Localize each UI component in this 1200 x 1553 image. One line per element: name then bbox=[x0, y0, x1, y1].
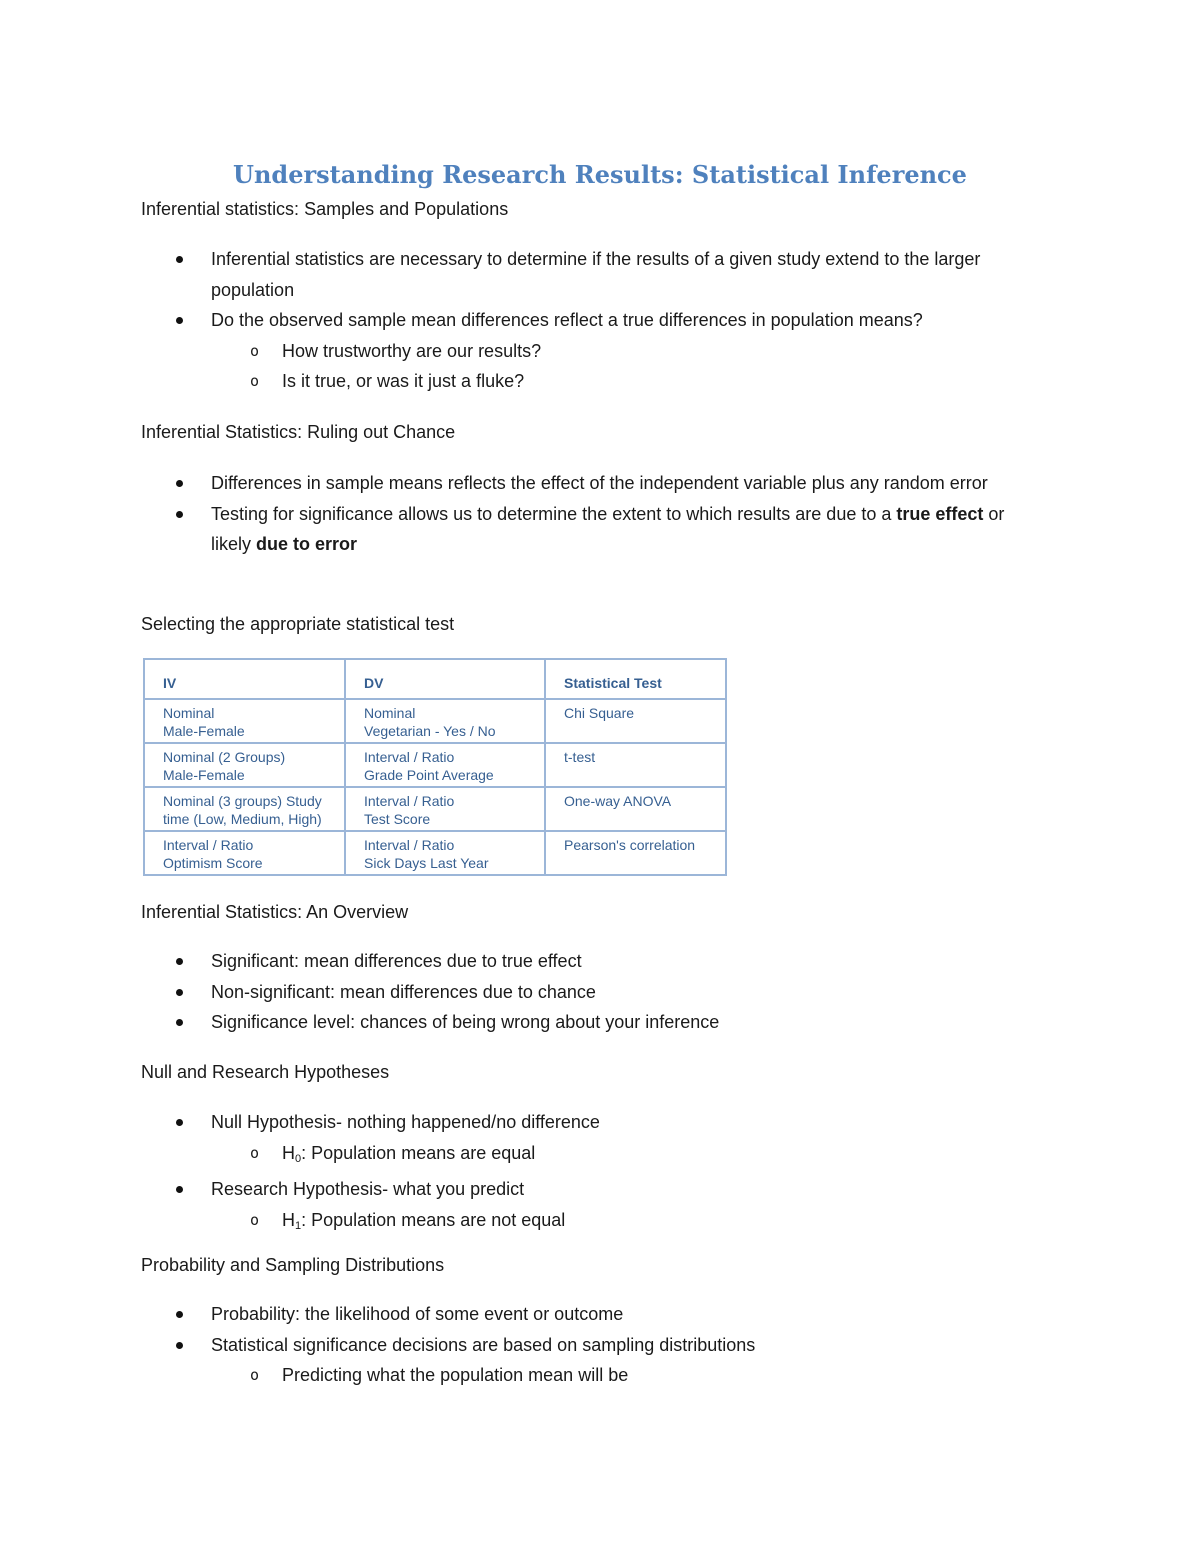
sub-list-item: o How trustworthy are our results? bbox=[0, 336, 1200, 367]
list-item: Differences in sample means reflects the effect of the independent variable plus any random error bbox=[0, 468, 1200, 499]
list-item: Research Hypothesis- what you predict o $H_1$: Population means are not equal bbox=[0, 1174, 1200, 1241]
sub-list-item: o $H_1$: Population means are not equal bbox=[0, 1205, 1200, 1242]
column-header: Statistical Test bbox=[545, 659, 726, 699]
sub-list-item: o Predicting what the population mean will be bbox=[0, 1360, 1200, 1391]
table-row bbox=[144, 699, 726, 743]
list-item: Probability: the likelihood of some event or outcome bbox=[0, 1299, 1200, 1330]
sub-list bbox=[211, 1360, 1200, 1391]
sub-list bbox=[211, 1138, 1200, 1175]
list-item: Inferential statistics are necessary to determine if the results of a given study extend to the larger population bbox=[0, 244, 1200, 305]
statistical-test-table bbox=[143, 658, 727, 876]
table-cell: Interval / Ratio Grade Point Average bbox=[345, 743, 545, 787]
table-cell: Interval / Ratio Sick Days Last Year bbox=[345, 831, 545, 875]
sub-list bbox=[211, 1205, 1200, 1242]
table-cell: Nominal (2 Groups) Male-Female bbox=[144, 743, 345, 787]
bullet-list bbox=[0, 244, 1200, 397]
bullet-list bbox=[0, 946, 1200, 1038]
table-cell: Nominal Vegetarian - Yes / No bbox=[345, 699, 545, 743]
list-item: Do the observed sample mean differences reflect a true differences in population means? o How trustworthy are our results? o Is it true, or was it just a fluke? bbox=[0, 305, 1200, 397]
list-item: Null Hypothesis- nothing happened/no difference o $H_0$: Population means are equal bbox=[0, 1107, 1200, 1174]
section-heading: Inferential Statistics: An Overview bbox=[141, 902, 409, 922]
list-item: Non-significant: mean differences due to chance bbox=[0, 977, 1200, 1008]
bullet-list bbox=[0, 1107, 1200, 1241]
list-item: Significance level: chances of being wrong about your inference bbox=[0, 1007, 1200, 1038]
section-heading: Selecting the appropriate statistical test bbox=[141, 614, 455, 634]
section-heading: Null and Research Hypotheses bbox=[141, 1062, 390, 1082]
table-row bbox=[144, 831, 726, 875]
column-header: DV bbox=[345, 659, 545, 699]
bullet-list bbox=[0, 1299, 1200, 1391]
column-header: IV bbox=[144, 659, 345, 699]
sub-list-item: o $H_0$: Population means are equal bbox=[0, 1138, 1200, 1175]
table-row bbox=[144, 743, 726, 787]
table-row bbox=[144, 787, 726, 831]
table-cell: One-way ANOVA bbox=[545, 787, 726, 831]
sub-list-item: o Is it true, or was it just a fluke? bbox=[0, 366, 1200, 397]
table-cell: Interval / Ratio Optimism Score bbox=[144, 831, 345, 875]
section-heading: Inferential Statistics: Ruling out Chance bbox=[141, 422, 456, 442]
table-cell: t-test bbox=[545, 743, 726, 787]
section-heading: Probability and Sampling Distributions bbox=[141, 1255, 445, 1275]
table-cell: Nominal (3 groups) Study time (Low, Medium, High) bbox=[144, 787, 345, 831]
list-item: Significant: mean differences due to true effect bbox=[0, 946, 1200, 977]
bullet-list bbox=[0, 468, 1200, 560]
table-cell: Nominal Male-Female bbox=[144, 699, 345, 743]
list-item: Testing for significance allows us to determine the extent to which results are due to a true effect or likely due to error bbox=[0, 499, 1200, 560]
table-cell: Pearson's correlation bbox=[545, 831, 726, 875]
section-heading: Inferential statistics: Samples and Populations bbox=[141, 199, 509, 219]
page-title: Understanding Research Results: Statistical Inference bbox=[233, 160, 967, 189]
table-cell: Chi Square bbox=[545, 699, 726, 743]
list-item: Statistical significance decisions are based on sampling distributions o Predicting what the population mean will be bbox=[0, 1330, 1200, 1391]
sub-list bbox=[211, 336, 1200, 397]
table-header-row bbox=[144, 659, 726, 699]
table-cell: Interval / Ratio Test Score bbox=[345, 787, 545, 831]
